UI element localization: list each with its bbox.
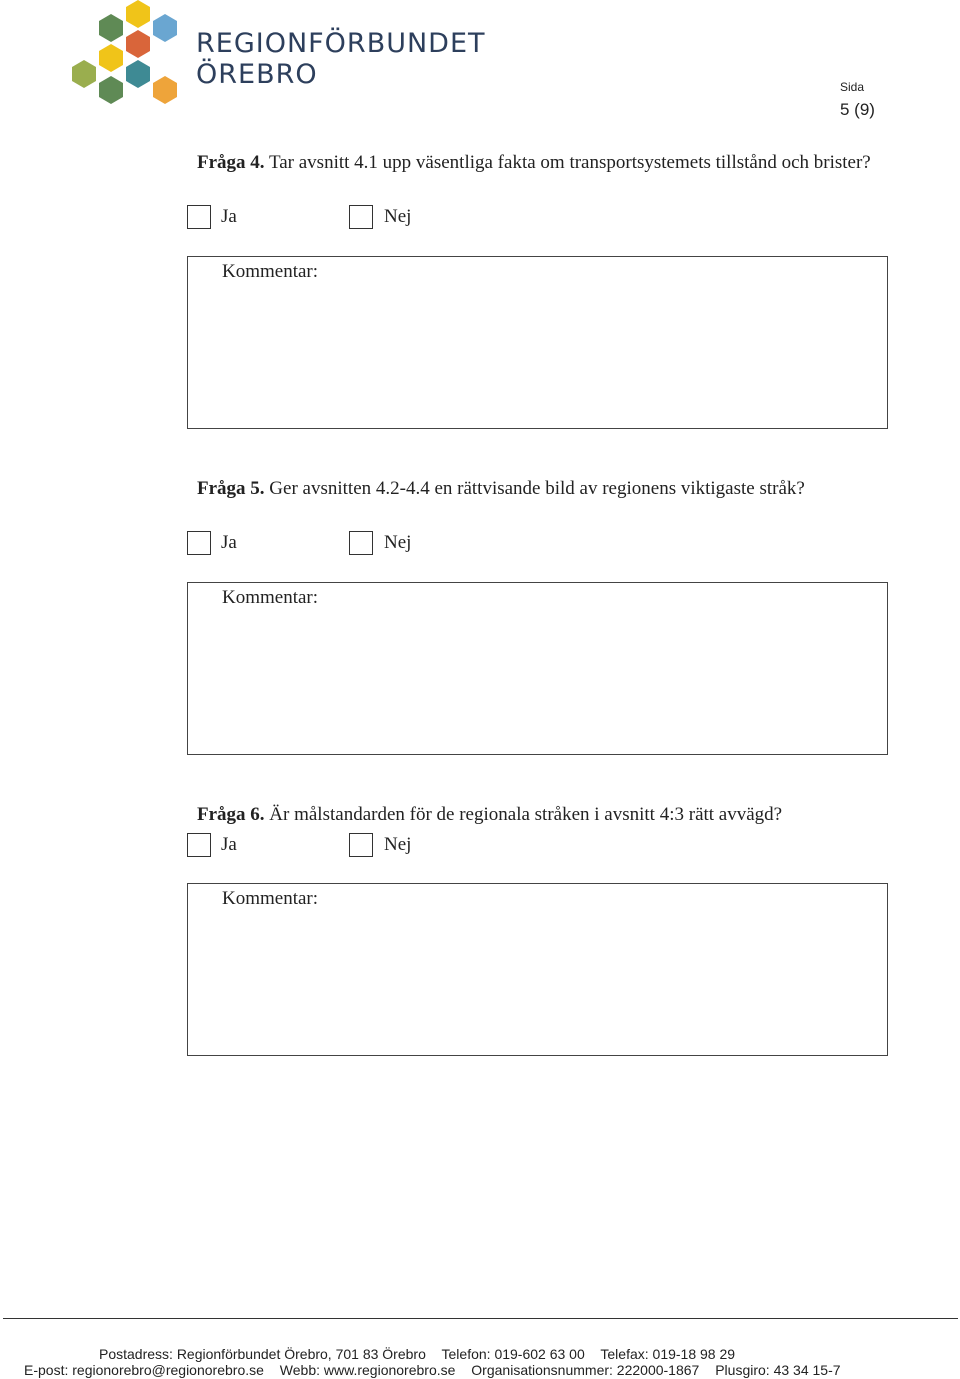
question-4-no-label: Nej (384, 206, 412, 227)
page-number: 5 (9) (840, 100, 875, 119)
question-5-no-checkbox[interactable] (349, 531, 373, 555)
logo-hex-olive (72, 60, 96, 88)
question-5-prefix: Fråga 5. (197, 478, 265, 499)
logo-hex-blue (153, 14, 177, 42)
footer-telephone: Telefon: 019-602 63 00 (441, 1346, 585, 1362)
question-5-comment-field[interactable] (187, 582, 888, 755)
footer-plusgiro: Plusgiro: 43 34 15-7 (715, 1362, 841, 1378)
regionforbundet-logo (66, 0, 186, 110)
question-6-prefix: Fråga 6. (197, 804, 265, 825)
page-label: Sida (840, 80, 865, 94)
footer-postal-address: Postadress: Regionförbundet Örebro, 701 83 Örebro (99, 1346, 426, 1362)
question-6-yes-label: Ja (221, 834, 237, 855)
question-4-text (197, 150, 877, 175)
question-6-no-checkbox[interactable] (349, 833, 373, 857)
question-5-comment-label: Kommentar: (222, 587, 319, 608)
question-5-text (197, 476, 877, 501)
question-4-no-checkbox[interactable] (349, 205, 373, 229)
footer-line-2 (24, 1362, 841, 1378)
question-4-yes-checkbox[interactable] (187, 205, 211, 229)
question-5-body: Ger avsnitten 4.2-4.4 en rättvisande bild av regionens viktigaste stråk? (264, 478, 805, 499)
question-6-body: Är målstandarden för de regionala stråken i avsnitt 4:3 rätt avvägd? (264, 804, 783, 825)
logo-hex-teal (126, 60, 150, 88)
logo-hex-green-bottom (99, 76, 123, 104)
question-4-prefix: Fråga 4. (197, 152, 265, 173)
footer-website: Webb: www.regionorebro.se (279, 1362, 456, 1378)
question-6-yes-checkbox[interactable] (187, 833, 211, 857)
question-6-no-label: Nej (384, 834, 412, 855)
footer-org-number: Organisationsnummer: 222000-1867 (471, 1362, 700, 1378)
logo-hex-orange (126, 30, 150, 58)
question-6-comment-field[interactable] (187, 883, 888, 1056)
question-4-comment-field[interactable] (187, 256, 888, 429)
question-5-yes-label: Ja (221, 532, 237, 553)
organization-name (196, 28, 486, 90)
question-6-text (197, 802, 897, 827)
question-6-comment-label: Kommentar: (222, 888, 319, 909)
logo-hex-yellow-top (126, 0, 150, 28)
question-4-comment-label: Kommentar: (222, 261, 319, 282)
footer-email: E-post: regionorebro@regionorebro.se (24, 1362, 264, 1378)
organization-name-line2: ÖREBRO (196, 59, 318, 90)
footer-line-1 (99, 1346, 735, 1362)
question-5-no-label: Nej (384, 532, 412, 553)
footer-divider (3, 1318, 958, 1319)
logo-hex-green-left (99, 14, 123, 42)
question-4-yes-label: Ja (221, 206, 237, 227)
footer-telefax: Telefax: 019-18 98 29 (600, 1346, 736, 1362)
organization-name-line1: REGIONFÖRBUNDET (196, 28, 486, 59)
logo-hex-amber (153, 76, 177, 104)
question-5-yes-checkbox[interactable] (187, 531, 211, 555)
question-4-body: Tar avsnitt 4.1 upp väsentliga fakta om transportsystemets tillstånd och brister? (264, 152, 871, 173)
logo-hex-yellow-mid (99, 44, 123, 72)
